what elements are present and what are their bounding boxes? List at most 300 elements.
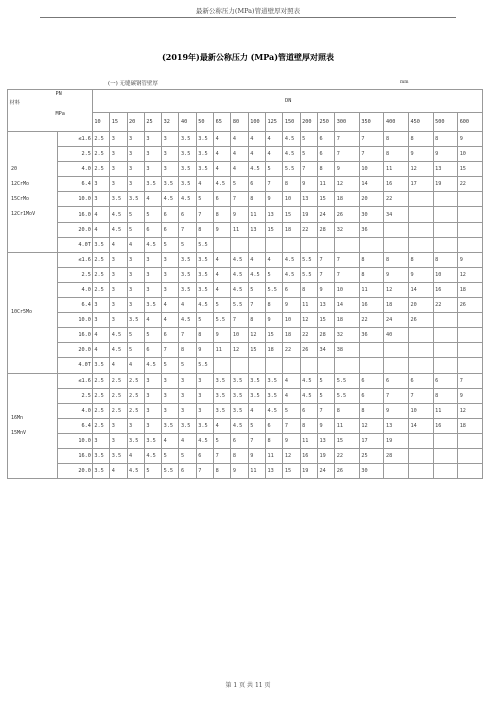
thickness-cell: 18	[458, 282, 483, 297]
thickness-cell: 5	[179, 358, 196, 373]
thickness-cell: 4	[214, 252, 231, 267]
thickness-cell: 3	[92, 192, 109, 207]
thickness-cell: 2.5	[127, 403, 144, 418]
pn-cell: 4.0	[58, 282, 93, 297]
thickness-cell: 26	[335, 207, 360, 222]
thickness-cell: 4	[248, 132, 265, 147]
thickness-cell: 3	[110, 433, 127, 448]
thickness-cell: 13	[317, 433, 334, 448]
material-name: 12CrMo	[11, 180, 30, 187]
thickness-cell: 5.5	[196, 358, 213, 373]
material-header: 材料	[9, 99, 20, 106]
thickness-cell: 3.5	[196, 267, 213, 282]
thickness-cell: 3	[127, 418, 144, 433]
thickness-cell: 3	[179, 373, 196, 388]
thickness-cell: 7	[283, 418, 300, 433]
thickness-cell	[409, 207, 434, 222]
thickness-cell: 4.5	[162, 192, 179, 207]
table-row	[8, 207, 483, 222]
thickness-cell: 2.5	[110, 403, 127, 418]
thickness-cell: 5	[127, 328, 144, 343]
thickness-cell	[458, 192, 483, 207]
thickness-cell: 8	[433, 132, 458, 147]
table-row	[8, 192, 483, 207]
thickness-cell: 7	[335, 267, 360, 282]
thickness-cell: 3	[179, 403, 196, 418]
thickness-cell: 22	[283, 343, 300, 358]
thickness-cell: 9	[458, 252, 483, 267]
thickness-cell: 7	[231, 313, 248, 328]
thickness-cell: 5	[214, 433, 231, 448]
thickness-cell	[359, 343, 384, 358]
thickness-cell	[433, 343, 458, 358]
thickness-cell: 4	[248, 252, 265, 267]
thickness-cell: 4	[127, 237, 144, 252]
table-row	[8, 282, 483, 297]
thickness-cell	[433, 237, 458, 252]
thickness-cell: 5.5	[335, 373, 360, 388]
thickness-cell: 9	[266, 192, 283, 207]
pn-cell: 4.0	[58, 162, 93, 177]
thickness-cell: 4	[92, 343, 109, 358]
thickness-cell: 3.5	[248, 373, 265, 388]
thickness-cell: 2.5	[92, 162, 109, 177]
material-cell	[8, 373, 58, 479]
thickness-cell: 7	[335, 147, 360, 162]
thickness-cell: 5	[266, 162, 283, 177]
thickness-cell: 16	[433, 418, 458, 433]
thickness-cell: 7	[409, 388, 434, 403]
pn-cell: ≤1.6	[58, 132, 93, 147]
thickness-cell: 2.5	[92, 388, 109, 403]
thickness-cell: 3.5	[110, 448, 127, 463]
thickness-cell: 3	[110, 313, 127, 328]
thickness-cell: 3.5	[196, 147, 213, 162]
thickness-cell: 9	[231, 207, 248, 222]
dn-value-cell: 250	[317, 113, 334, 132]
thickness-cell	[409, 343, 434, 358]
thickness-cell: 26	[409, 313, 434, 328]
thickness-cell: 4.5	[231, 282, 248, 297]
thickness-cell: 3	[144, 403, 161, 418]
thickness-cell: 6	[248, 177, 265, 192]
thickness-cell: 30	[359, 464, 384, 479]
material-cell	[8, 132, 58, 253]
thickness-cell: 7	[266, 177, 283, 192]
dn-value-cell: 500	[433, 113, 458, 132]
thickness-cell: 7	[359, 147, 384, 162]
thickness-cell: 12	[248, 328, 265, 343]
dn-value-cell: 10	[92, 113, 109, 132]
thickness-cell: 4	[179, 433, 196, 448]
thickness-cell: 11	[433, 403, 458, 418]
thickness-cell: 4.5	[300, 388, 317, 403]
thickness-cell	[409, 328, 434, 343]
thickness-cell: 6	[144, 222, 161, 237]
thickness-cell: 8	[384, 132, 409, 147]
thickness-cell: 5.5	[300, 267, 317, 282]
thickness-cell: 5.5	[214, 313, 231, 328]
thickness-cell	[409, 222, 434, 237]
dn-value-cell: 50	[196, 113, 213, 132]
thickness-cell: 4.5	[196, 298, 213, 313]
thickness-cell: 38	[335, 343, 360, 358]
thickness-cell: 32	[335, 222, 360, 237]
thickness-cell: 15	[266, 328, 283, 343]
thickness-cell: 4	[231, 162, 248, 177]
dn-value-cell: 65	[214, 113, 231, 132]
dn-value-cell: 150	[283, 113, 300, 132]
thickness-cell: 8	[317, 162, 334, 177]
thickness-cell	[458, 313, 483, 328]
thickness-cell: 6	[317, 147, 334, 162]
thickness-cell: 13	[433, 162, 458, 177]
pn-cell: 6.4	[58, 418, 93, 433]
table-row	[8, 328, 483, 343]
page-header: 最新公称压力(MPa)管道壁厚对照表	[195, 7, 301, 15]
table-row	[8, 403, 483, 418]
table-row	[8, 252, 483, 267]
thickness-cell: 16	[300, 448, 317, 463]
thickness-cell: 22	[359, 313, 384, 328]
thickness-cell: 8	[433, 252, 458, 267]
thickness-cell: 6	[162, 328, 179, 343]
thickness-cell: 3	[162, 403, 179, 418]
table-row	[8, 418, 483, 433]
pn-header: PN	[55, 90, 62, 97]
dn-value-cell: 400	[384, 113, 409, 132]
thickness-cell: 4.5	[283, 147, 300, 162]
thickness-cell: 2.5	[92, 418, 109, 433]
thickness-cell	[384, 343, 409, 358]
thickness-cell	[335, 358, 360, 373]
pn-cell: 2.5	[58, 388, 93, 403]
thickness-cell	[458, 448, 483, 463]
thickness-cell: 3.5	[110, 192, 127, 207]
thickness-cell: 7	[359, 132, 384, 147]
table-row	[8, 464, 483, 479]
dn-value-cell: 15	[110, 113, 127, 132]
thickness-cell: 14	[409, 282, 434, 297]
thickness-cell: 4	[214, 132, 231, 147]
thickness-cell: 9	[214, 328, 231, 343]
thickness-cell	[458, 328, 483, 343]
thickness-cell: 13	[300, 192, 317, 207]
thickness-cell: 6	[359, 373, 384, 388]
thickness-cell: 9	[458, 388, 483, 403]
thickness-cell: 3.5	[179, 282, 196, 297]
thickness-cell: 4	[231, 147, 248, 162]
thickness-cell: 9	[231, 464, 248, 479]
thickness-cell: 3	[144, 373, 161, 388]
thickness-cell: 3.5	[144, 177, 161, 192]
thickness-cell	[458, 433, 483, 448]
table-row	[8, 147, 483, 162]
thickness-cell: 24	[317, 464, 334, 479]
thickness-cell: 2.5	[127, 373, 144, 388]
thickness-cell: 8	[384, 252, 409, 267]
dn-value-cell: 100	[248, 113, 265, 132]
thickness-cell	[409, 448, 434, 463]
table-header-row	[8, 90, 483, 113]
thickness-cell: 3	[127, 147, 144, 162]
thickness-cell: 26	[335, 464, 360, 479]
thickness-cell: 3	[144, 282, 161, 297]
thickness-cell: 15	[283, 207, 300, 222]
thickness-cell: 5.5	[335, 388, 360, 403]
thickness-cell	[359, 237, 384, 252]
thickness-cell: 10	[335, 282, 360, 297]
thickness-cell: 8	[300, 282, 317, 297]
thickness-cell: 5	[162, 448, 179, 463]
thickness-cell: 9	[283, 433, 300, 448]
thickness-cell: 19	[384, 433, 409, 448]
thickness-cell: 15	[317, 313, 334, 328]
thickness-cell: 4	[92, 207, 109, 222]
thickness-cell: 2.5	[92, 267, 109, 282]
thickness-cell: 8	[196, 222, 213, 237]
thickness-cell: 3.5	[196, 162, 213, 177]
thickness-cell: 4	[214, 418, 231, 433]
thickness-cell	[335, 237, 360, 252]
thickness-cell: 7	[384, 388, 409, 403]
thickness-cell	[458, 222, 483, 237]
thickness-cell: 6	[300, 403, 317, 418]
thickness-cell: 7	[335, 132, 360, 147]
pn-cell: 4.0	[58, 403, 93, 418]
thickness-cell	[433, 222, 458, 237]
thickness-cell: 3.5	[144, 433, 161, 448]
thickness-cell: 8	[359, 267, 384, 282]
thickness-cell: 13	[384, 418, 409, 433]
thickness-cell	[384, 222, 409, 237]
table-row	[8, 222, 483, 237]
thickness-cell: 4	[266, 147, 283, 162]
thickness-cell: 4.5	[110, 343, 127, 358]
thickness-cell: 9	[196, 343, 213, 358]
thickness-cell: 34	[384, 207, 409, 222]
thickness-cell: 8	[214, 464, 231, 479]
dn-value-cell: 600	[458, 113, 483, 132]
thickness-cell: 4	[110, 237, 127, 252]
thickness-cell: 3	[162, 373, 179, 388]
thickness-cell	[384, 237, 409, 252]
dn-value-cell: 32	[162, 113, 179, 132]
thickness-cell: 3.5	[179, 162, 196, 177]
thickness-cell: 6	[384, 373, 409, 388]
thickness-cell	[317, 237, 334, 252]
thickness-cell: 12	[384, 282, 409, 297]
thickness-cell: 20	[359, 192, 384, 207]
thickness-cell: 4	[266, 252, 283, 267]
thickness-cell: 8	[359, 252, 384, 267]
thickness-cell	[409, 464, 434, 479]
thickness-cell: 4	[127, 358, 144, 373]
thickness-cell: 3.5	[196, 252, 213, 267]
thickness-cell: 16	[433, 282, 458, 297]
thickness-cell: 19	[433, 177, 458, 192]
dn-value-cell: 350	[359, 113, 384, 132]
pn-cell: 6.4	[58, 177, 93, 192]
material-name: 20	[11, 165, 18, 172]
thickness-cell: 5	[266, 267, 283, 282]
material-name: 12Cr1MoV	[11, 210, 36, 217]
thickness-cell: 10	[458, 147, 483, 162]
thickness-cell: 2.5	[92, 373, 109, 388]
wall-thickness-table	[7, 89, 483, 479]
thickness-cell: 8	[266, 298, 283, 313]
thickness-cell: 8	[196, 328, 213, 343]
thickness-cell: 4.5	[144, 448, 161, 463]
thickness-cell: 7	[317, 267, 334, 282]
thickness-cell: 6	[144, 343, 161, 358]
material-name: 15CrMo	[11, 195, 30, 202]
thickness-cell: 4.5	[300, 373, 317, 388]
thickness-cell: 4.5	[283, 252, 300, 267]
thickness-cell	[214, 358, 231, 373]
thickness-cell: 4.5	[231, 267, 248, 282]
thickness-cell: 14	[335, 298, 360, 313]
thickness-cell: 3.5	[127, 313, 144, 328]
thickness-cell: 18	[283, 222, 300, 237]
thickness-cell: 13	[248, 222, 265, 237]
thickness-cell: 4.5	[231, 418, 248, 433]
thickness-cell: 10	[409, 403, 434, 418]
thickness-cell: 22	[300, 222, 317, 237]
thickness-cell: 5.5	[162, 464, 179, 479]
thickness-cell: 4.5	[248, 267, 265, 282]
thickness-cell	[433, 192, 458, 207]
thickness-cell: 3.5	[179, 267, 196, 282]
document-title: (2019年)最新公称压力 (MPa)管道壁厚对照表	[161, 52, 335, 62]
thickness-cell: 11	[335, 418, 360, 433]
thickness-cell: 7	[317, 252, 334, 267]
thickness-cell: 3.5	[214, 388, 231, 403]
thickness-cell: 3.5	[179, 147, 196, 162]
table-row	[8, 358, 483, 373]
thickness-cell: 4	[248, 403, 265, 418]
thickness-cell: 3	[92, 433, 109, 448]
thickness-cell: 2.5	[92, 282, 109, 297]
thickness-cell: 8	[283, 177, 300, 192]
thickness-cell: 18	[384, 298, 409, 313]
thickness-cell: 4	[283, 388, 300, 403]
thickness-cell: 3	[144, 147, 161, 162]
thickness-cell: 36	[359, 222, 384, 237]
thickness-cell: 4.5	[144, 237, 161, 252]
thickness-cell: 20	[409, 298, 434, 313]
thickness-cell: 4.5	[127, 464, 144, 479]
header-rule	[40, 17, 456, 18]
thickness-cell: 40	[384, 328, 409, 343]
thickness-cell: 4	[162, 313, 179, 328]
thickness-cell: 9	[433, 147, 458, 162]
thickness-cell: 5	[179, 448, 196, 463]
thickness-cell: 4	[214, 267, 231, 282]
thickness-cell: 3	[144, 388, 161, 403]
thickness-cell: 9	[317, 282, 334, 297]
thickness-cell: 11	[384, 162, 409, 177]
thickness-cell: 5	[127, 343, 144, 358]
pn-cell: 6.4	[58, 298, 93, 313]
thickness-cell: 3.5	[266, 388, 283, 403]
thickness-cell: 3.5	[214, 403, 231, 418]
thickness-cell: 3	[144, 132, 161, 147]
thickness-cell: 12	[231, 343, 248, 358]
thickness-cell: 11	[359, 282, 384, 297]
thickness-cell: 3	[127, 267, 144, 282]
thickness-cell: 8	[231, 448, 248, 463]
thickness-cell: 3.5	[179, 252, 196, 267]
thickness-cell: 4.5	[283, 132, 300, 147]
thickness-cell: 3	[162, 147, 179, 162]
pn-cell: 20.0	[58, 343, 93, 358]
thickness-cell: 3.5	[92, 448, 109, 463]
thickness-cell: 26	[458, 298, 483, 313]
thickness-cell: 9	[458, 132, 483, 147]
thickness-cell: 3	[162, 388, 179, 403]
thickness-cell: 2.5	[92, 132, 109, 147]
thickness-cell: 3.5	[248, 388, 265, 403]
thickness-cell: 5	[300, 132, 317, 147]
thickness-cell	[409, 237, 434, 252]
thickness-cell: 6	[162, 207, 179, 222]
material-cell	[8, 252, 58, 373]
thickness-cell: 4	[110, 464, 127, 479]
thickness-cell: 8	[433, 388, 458, 403]
thickness-cell: 19	[300, 207, 317, 222]
thickness-cell: 4	[179, 298, 196, 313]
thickness-cell	[433, 433, 458, 448]
thickness-cell: 19	[317, 448, 334, 463]
thickness-cell: 10	[283, 192, 300, 207]
thickness-cell	[433, 313, 458, 328]
thickness-cell: 3.5	[196, 132, 213, 147]
thickness-cell: 7	[300, 162, 317, 177]
pn-cell: 20.0	[58, 464, 93, 479]
thickness-cell	[231, 358, 248, 373]
thickness-cell: 28	[317, 222, 334, 237]
thickness-cell: 26	[300, 343, 317, 358]
thickness-cell	[214, 237, 231, 252]
thickness-cell: 8	[214, 207, 231, 222]
thickness-cell: 7	[248, 298, 265, 313]
thickness-cell: 11	[214, 343, 231, 358]
thickness-cell: 13	[266, 207, 283, 222]
thickness-cell: 18	[266, 343, 283, 358]
thickness-cell	[409, 358, 434, 373]
thickness-cell: 3	[110, 267, 127, 282]
thickness-cell: 12	[300, 313, 317, 328]
thickness-cell: 15	[283, 464, 300, 479]
thickness-cell: 4	[196, 177, 213, 192]
thickness-cell: 4.5	[248, 162, 265, 177]
dn-value-cell: 25	[144, 113, 161, 132]
section-title: (一) 无缝碳钢管壁厚	[108, 81, 159, 87]
thickness-cell: 15	[317, 192, 334, 207]
thickness-cell: 10	[433, 267, 458, 282]
thickness-cell: 4.5	[110, 328, 127, 343]
thickness-cell: 18	[458, 418, 483, 433]
thickness-cell	[458, 358, 483, 373]
thickness-cell: 4	[144, 313, 161, 328]
thickness-cell: 9	[214, 222, 231, 237]
thickness-cell	[433, 464, 458, 479]
thickness-cell: 3	[110, 418, 127, 433]
thickness-cell: 22	[335, 448, 360, 463]
thickness-cell: 5	[179, 237, 196, 252]
thickness-cell: 3	[127, 252, 144, 267]
